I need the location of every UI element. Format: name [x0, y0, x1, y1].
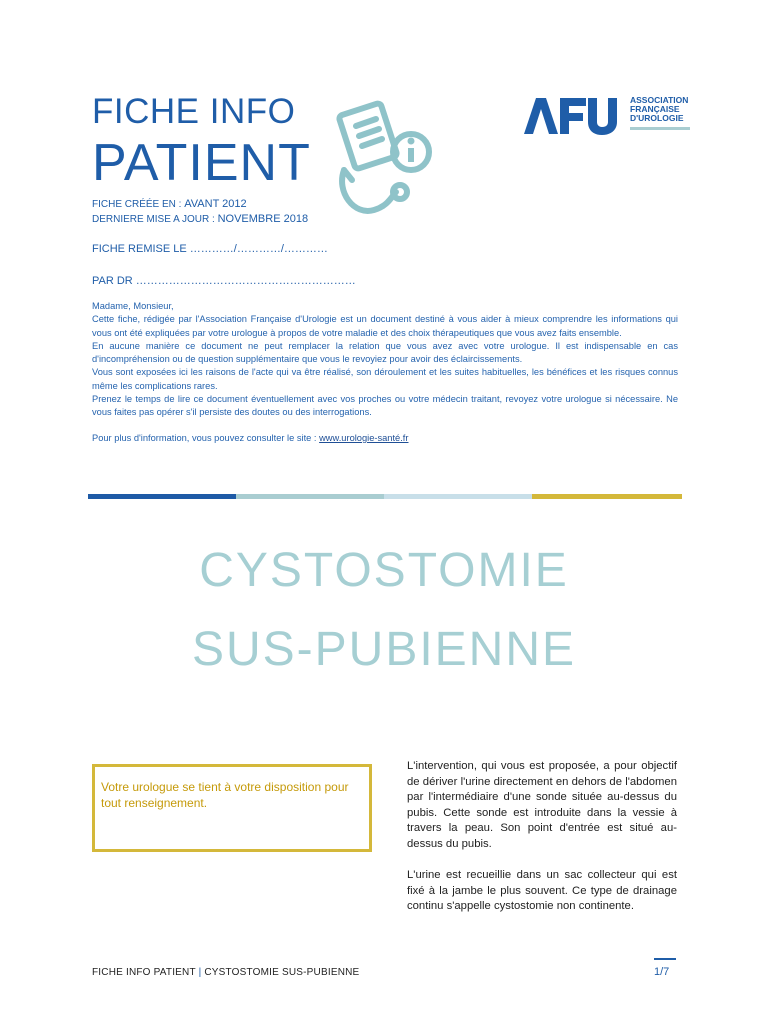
divider-segment-4: [532, 494, 682, 499]
intro-paragraph-3: Vous sont exposées ici les raisons de l'acte qui va être réalisé, son déroulement et les suites habituelles, les bénéfices et les risques connus même les complications rares.: [92, 367, 678, 391]
afu-logo-mark: [522, 94, 628, 138]
document-icon: [338, 103, 397, 170]
body-paragraph-2: L'urine est recueillie dans un sac collecteur qui est fixé à la jambe le plus souvent. Ce type de drainage continu s'appelle cystostomie non continente.: [407, 869, 677, 913]
footer-left: FICHE INFO PATIENT: [92, 967, 196, 978]
logo-line1: ASSOCIATION: [630, 95, 689, 105]
page-number-rule: [654, 958, 676, 960]
fiche-remise: FICHE REMISE LE …………/…………/…………: [92, 243, 328, 255]
logo-line3: D'UROLOGIE: [630, 113, 684, 123]
divider-segment-1: [88, 494, 236, 499]
site-link[interactable]: www.urologie-santé.fr: [319, 432, 409, 443]
intro-paragraph-4: Prenez le temps de lire ce document éventuellement avec vos proches ou votre médecin traitant, revoyez votre urologue si nécessaire. Ne vous faites pas opérer s'il persiste des doutes ou des interrogations.: [92, 394, 678, 418]
page-number: 1/7: [654, 966, 670, 978]
site-line: Pour plus d'information, vous pouvez consulter le site : www.urologie-santé.fr: [92, 432, 409, 443]
color-divider: [88, 494, 682, 499]
doc-title-line2: SUS-PUBIENNE: [191, 623, 577, 676]
intro-paragraph-2: En aucune manière ce document ne peut remplacer la relation que vous avez avec votre urologue. Il est indispensable en cas d'incompréhension ou de question supplémentaire que vous le revoyiez pour avoir des éclaircissements.: [92, 340, 678, 365]
header-title-line1: FICHE INFO: [92, 92, 296, 131]
afu-logo: [522, 94, 689, 143]
created-date: FICHE CRÉÉE EN : AVANT 2012: [92, 198, 247, 210]
intro-paragraph-1: Cette fiche, rédigée par l'Association Française d'Urologie est un document destiné à vous aider à mieux comprendre les informations qui vous ont été expliquées par votre urologue à propos de votre maladie et des choix thérapeutiques que vous avez faits ensemble.: [92, 314, 678, 338]
divider-segment-3: [384, 494, 532, 499]
header-title-line2: PATIENT: [92, 134, 311, 192]
body-paragraph-1: L'intervention, qui vous est proposée, a pour objectif de dériver l'urine directement en dehors de l'abdomen par l'intermédiaire d'une sonde située au-dessus du pubis. Cette sonde est introduite dans la vessie à travers la peau. Son point d'entrée est situé au-dessus du pubis.: [407, 760, 677, 850]
logo-underline: [630, 127, 690, 130]
logo-line2: FRANÇAISE: [630, 104, 680, 114]
callout-box: Votre urologue se tient à votre disposition pour tout renseignement.: [92, 764, 372, 852]
intro-text: [92, 300, 678, 445]
footer: [92, 967, 359, 978]
footer-separator: |: [198, 967, 202, 978]
medical-illustration: [330, 96, 442, 224]
divider-segment-2: [236, 494, 384, 499]
footer-right: CYSTOSTOMIE SUS-PUBIENNE: [204, 967, 360, 978]
stethoscope-icon: [342, 170, 407, 211]
par-dr: PAR DR ……………………………………………………: [92, 275, 356, 287]
doc-title-line1: CYSTOSTOMIE: [199, 544, 569, 597]
updated-date: DERNIERE MISE A JOUR : NOVEMBRE 2018: [92, 213, 309, 225]
salutation: Madame, Monsieur,: [92, 301, 174, 311]
